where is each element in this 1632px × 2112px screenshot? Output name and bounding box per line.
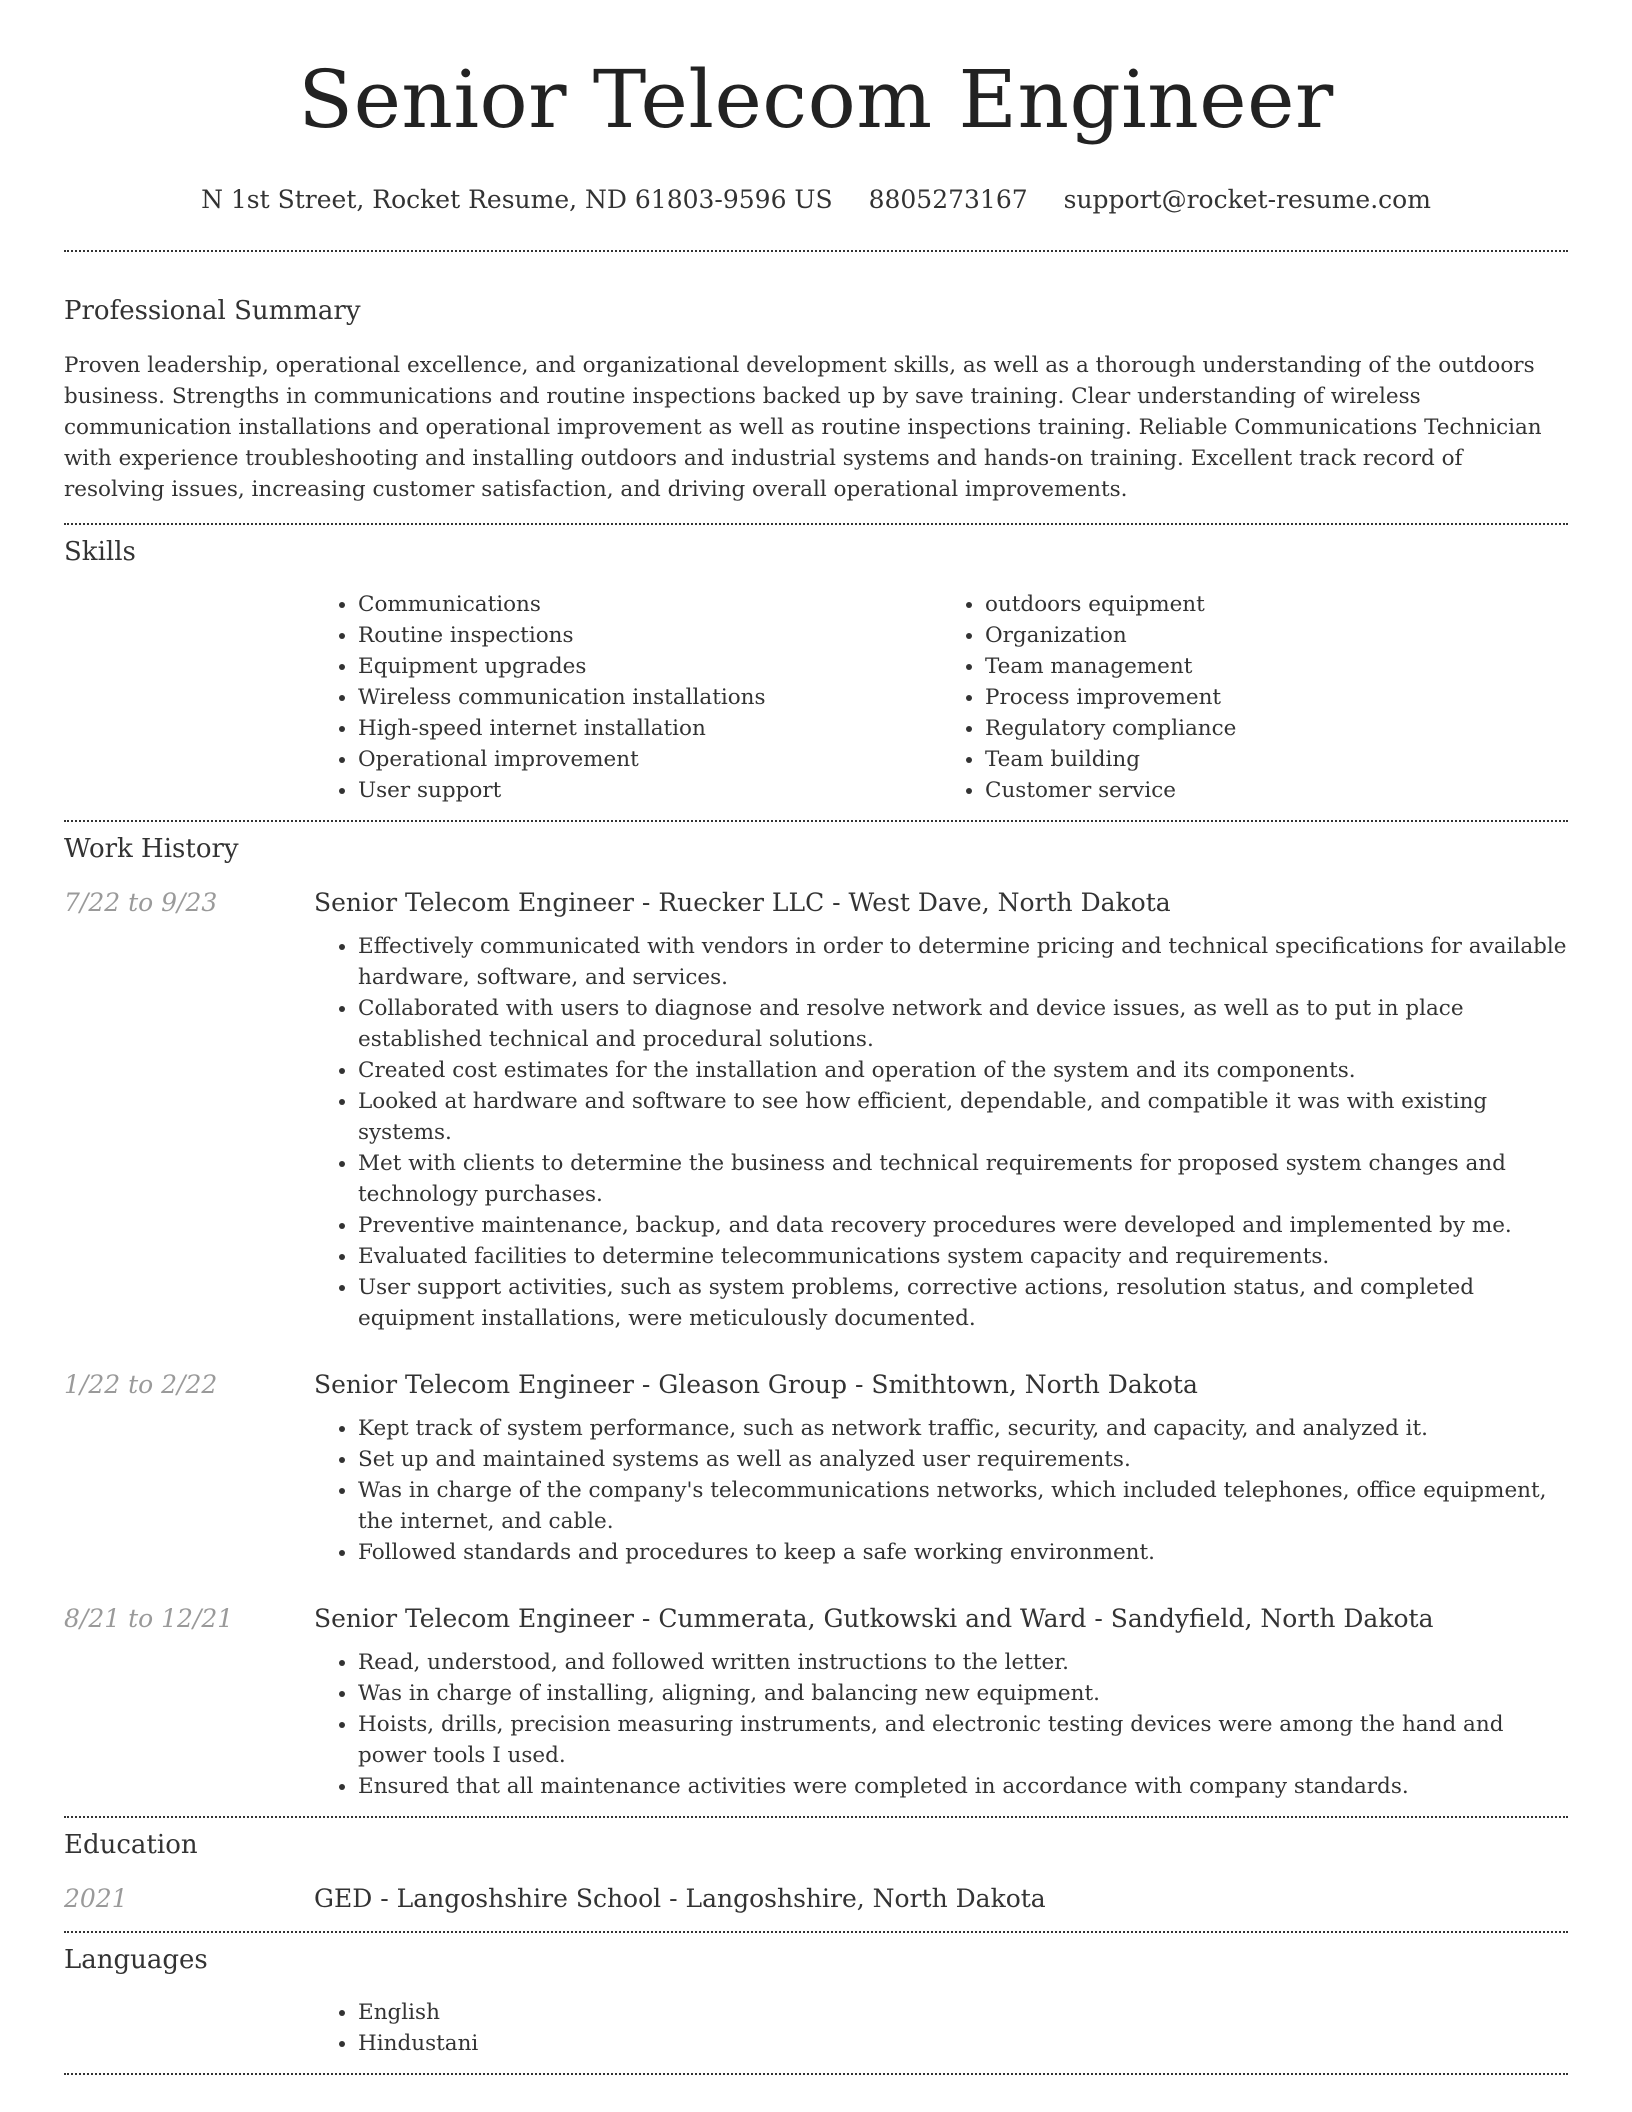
candidate-name: Senior Telecom Engineer — [298, 53, 1334, 146]
job-bullet: • Evaluated facilities to determine telecommunications system capacity and requirements. — [358, 1241, 1568, 1272]
job-header — [64, 1604, 1568, 1633]
job-heading: Senior Telecom Engineer - Gleason Group - Smithtown, North Dakota — [314, 1370, 1198, 1399]
skills-grid — [314, 589, 1568, 806]
section-title-skills: Skills — [64, 537, 136, 567]
job-bullet: • User support activities, such as system problems, corrective actions, resolution status, and completed equipment installations, were meticulously documented. — [358, 1272, 1568, 1334]
divider — [64, 2073, 1568, 2075]
skill-item: • Routine inspections — [358, 620, 941, 651]
divider — [64, 250, 1568, 252]
job-bullet: • Looked at hardware and software to see how efficient, dependable, and compatible it was with existing systems. — [358, 1086, 1568, 1148]
job-entry — [64, 1604, 1568, 1802]
section-title-education: Education — [64, 1830, 198, 1860]
language-item: • English — [358, 1997, 1568, 2028]
job-bullet: • Followed standards and procedures to keep a safe working environment. — [358, 1537, 1568, 1568]
job-header — [64, 1370, 1568, 1399]
summary-text: Proven leadership, operational excellence, and organizational development skills, as well as a thorough understanding of the outdoors business. Strengths in communications and routine inspections backed up by save training. Clear understanding of wireless communication installations and operational improvement as well as routine inspections training. Reliable Communications Technician with experience troubleshooting and installing outdoors and industrial systems and hands-on training. Excellent track record of resolving issues, increasing customer satisfaction, and driving overall operational improvements. — [64, 353, 1542, 502]
job-bullet: • Set up and maintained systems as well as analyzed user requirements. — [358, 1444, 1568, 1475]
work-history-section — [64, 832, 1568, 1802]
skill-item: • Regulatory compliance — [985, 713, 1568, 744]
divider — [64, 820, 1568, 822]
job-bullets — [314, 1413, 1568, 1568]
job-heading: Senior Telecom Engineer - Cummerata, Gutkowski and Ward - Sandyfield, North Dakota — [314, 1604, 1434, 1633]
education-section — [64, 1828, 1568, 1913]
job-bullets — [314, 1647, 1568, 1802]
section-title-languages: Languages — [64, 1945, 208, 1975]
job-bullet: • Was in charge of the company's telecommunications networks, which included telephones, office equipment, the internet, and cable. — [358, 1475, 1568, 1537]
divider — [64, 523, 1568, 525]
job-bullet: • Preventive maintenance, backup, and data recovery procedures were developed and implemented by me. — [358, 1210, 1568, 1241]
skill-item: • Equipment upgrades — [358, 651, 941, 682]
job-bullet: • Effectively communicated with vendors in order to determine pricing and technical specifications for available hardware, software, and services. — [358, 931, 1568, 993]
summary-section — [64, 294, 1568, 505]
job-bullet: • Created cost estimates for the installation and operation of the system and its components. — [358, 1055, 1568, 1086]
section-title-summary: Professional Summary — [64, 296, 361, 326]
skills-list-left — [314, 589, 941, 806]
skill-item: • User support — [358, 775, 941, 806]
education-entry — [64, 1884, 1568, 1913]
job-bullet: • Was in charge of installing, aligning, and balancing new equipment. — [358, 1678, 1568, 1709]
section-title-work: Work History — [64, 834, 239, 864]
divider — [64, 1816, 1568, 1818]
job-dates: 8/21 to 12/21 — [64, 1604, 234, 1633]
education-year: 2021 — [64, 1884, 128, 1913]
divider — [64, 1931, 1568, 1933]
job-entry — [64, 888, 1568, 1334]
skill-item: • Organization — [985, 620, 1568, 651]
languages-section — [64, 1943, 1568, 2059]
skill-item: • Team management — [985, 651, 1568, 682]
skills-section — [64, 535, 1568, 806]
skill-item: • outdoors equipment — [985, 589, 1568, 620]
job-bullet: • Collaborated with users to diagnose and resolve network and device issues, as well as to put in place established technical and procedural solutions. — [358, 993, 1568, 1055]
skill-item: • Operational improvement — [358, 744, 941, 775]
job-bullet: • Read, understood, and followed written instructions to the letter. — [358, 1647, 1568, 1678]
skill-item: • Process improvement — [985, 682, 1568, 713]
skill-item: • Communications — [358, 589, 941, 620]
email-link[interactable]: support@rocket-resume.com — [1063, 185, 1431, 214]
skill-item: • High-speed internet installation — [358, 713, 941, 744]
job-bullet: • Ensured that all maintenance activities were completed in accordance with company standards. — [358, 1771, 1568, 1802]
job-dates: 1/22 to 2/22 — [64, 1370, 218, 1399]
skills-list-right — [941, 589, 1568, 806]
skill-item: • Team building — [985, 744, 1568, 775]
job-bullets — [314, 931, 1568, 1334]
resume-header — [64, 0, 1568, 216]
job-header — [64, 888, 1568, 917]
skill-item: • Wireless communication installations — [358, 682, 941, 713]
job-entry — [64, 1370, 1568, 1568]
language-item: • Hindustani — [358, 2028, 1568, 2059]
contact-line — [64, 184, 1568, 216]
job-bullet: • Met with clients to determine the business and technical requirements for proposed system changes and technology purchases. — [358, 1148, 1568, 1210]
languages-list — [314, 1997, 1568, 2059]
phone-text: 8805273167 — [868, 185, 1028, 214]
address-text: N 1st Street, Rocket Resume, ND 61803-9596 US — [201, 185, 833, 214]
job-heading: Senior Telecom Engineer - Ruecker LLC - West Dave, North Dakota — [314, 888, 1171, 917]
job-bullet: • Kept track of system performance, such as network traffic, security, and capacity, and analyzed it. — [358, 1413, 1568, 1444]
job-bullet: • Hoists, drills, precision measuring instruments, and electronic testing devices were among the hand and power tools I used. — [358, 1709, 1568, 1771]
skill-item: • Customer service — [985, 775, 1568, 806]
education-heading: GED - Langoshshire School - Langoshshire, North Dakota — [314, 1884, 1046, 1913]
job-dates: 7/22 to 9/23 — [64, 888, 218, 917]
